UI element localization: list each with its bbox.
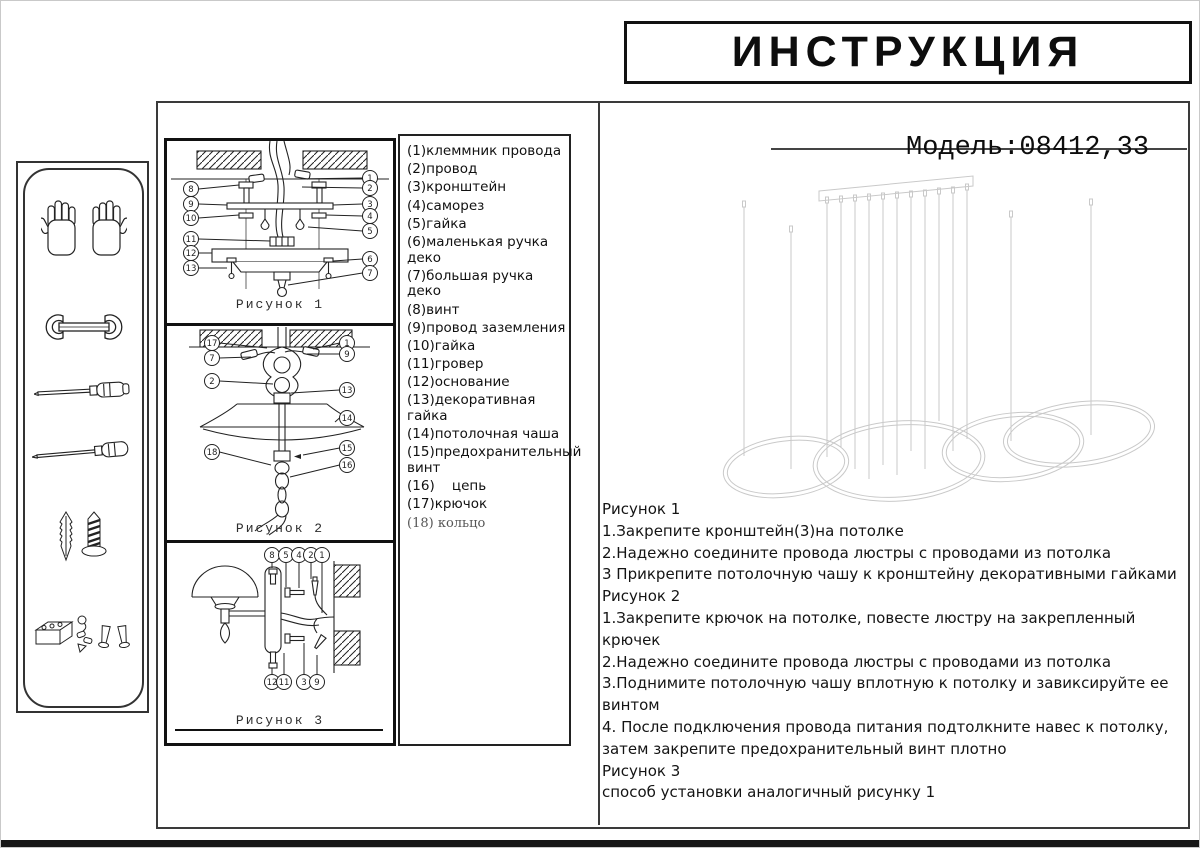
part-item: (13)декоративная гайка	[407, 392, 540, 425]
part-item: (3)кронштейн	[407, 179, 507, 196]
svg-text:17: 17	[206, 339, 218, 349]
part-item: (8)винт	[407, 301, 460, 318]
figure-3-drawing	[192, 561, 360, 673]
svg-text:12: 12	[266, 678, 278, 688]
instruction-line: 2.Надежно соедините провода люстры с проводами из потолка	[602, 543, 1112, 562]
instruction-line: Рисунок 3	[602, 761, 681, 780]
svg-text:11: 11	[278, 678, 290, 688]
svg-text:9: 9	[314, 678, 320, 688]
instruction-line: 3.Поднимите потолочную чашу вплотную к потолку и завиксируйте ее	[602, 674, 1169, 693]
column-divider-line	[598, 101, 600, 825]
wrench-icon	[37, 312, 131, 342]
svg-text:2: 2	[209, 377, 215, 387]
part-item: (4)саморез	[407, 197, 485, 214]
instruction-line: Рисунок 1	[602, 500, 681, 518]
instruction-line: 3 Прикрепите потолочную чашу к кронштейну декоративными гайками	[602, 565, 1177, 584]
terminal-block-and-fittings-icon	[32, 612, 136, 662]
part-item: (18) кольцо	[407, 515, 486, 531]
svg-text:3: 3	[301, 678, 307, 688]
instruction-line: 4. После подключения провода питания подтолкните навес к потолку,	[602, 717, 1169, 736]
part-item: (5)гайка	[407, 215, 467, 232]
tools-sidebar-frame	[23, 168, 144, 708]
instruction-line: затем закрепите предохранительный винт плотно	[602, 739, 1007, 758]
page-title: ИНСТРУКЦИЯ	[731, 28, 1085, 76]
svg-text:5: 5	[367, 227, 373, 237]
part-item: (17)крючок	[407, 496, 488, 513]
svg-text:13: 13	[185, 264, 197, 274]
svg-text:16: 16	[341, 461, 353, 471]
tools-sidebar	[16, 161, 149, 713]
part-item: (9)провод заземления	[407, 319, 566, 336]
svg-text:10: 10	[185, 214, 197, 224]
part-item: (11)гровер	[407, 356, 484, 373]
instruction-line: винтом	[602, 696, 660, 715]
svg-text:14: 14	[341, 414, 353, 424]
svg-text:1: 1	[344, 339, 350, 349]
part-item: (10)гайка	[407, 337, 476, 354]
svg-text:7: 7	[367, 269, 373, 279]
page-bottom-bar	[1, 840, 1200, 848]
instruction-line: способ установки аналогичный рисунку 1	[602, 783, 936, 802]
instruction-line: 1.Закрепите кронштейн(3)на потолке	[602, 521, 904, 540]
instruction-line: 2.Надежно соедините провода люстры с проводами из потолка	[602, 652, 1112, 671]
title-box	[624, 21, 1192, 84]
part-item: (14)потолочная чаша	[407, 426, 560, 443]
svg-text:2: 2	[308, 551, 314, 561]
svg-text:3: 3	[367, 200, 373, 210]
model-label: Модель:08412,33	[906, 133, 1150, 163]
part-item: (12)основание	[407, 374, 510, 391]
svg-text:15: 15	[341, 444, 353, 454]
figure-3-underline	[175, 729, 383, 731]
svg-text:1: 1	[367, 174, 373, 184]
svg-text:2: 2	[367, 184, 373, 194]
svg-text:9: 9	[188, 200, 194, 210]
figure-divider-1	[167, 323, 393, 326]
figure-divider-2	[167, 540, 393, 543]
wall-anchor-and-screw-icon	[54, 510, 114, 570]
svg-text:13: 13	[341, 386, 353, 396]
svg-text:18: 18	[206, 448, 218, 458]
svg-text:11: 11	[185, 235, 197, 245]
svg-text:8: 8	[188, 185, 194, 195]
part-item: (16) цепь	[407, 478, 487, 495]
svg-text:1: 1	[319, 551, 325, 561]
svg-text:7: 7	[209, 354, 215, 364]
part-item: (2)провод	[407, 161, 478, 178]
part-item: (1)клеммник провода	[407, 143, 562, 159]
svg-text:9: 9	[344, 350, 350, 360]
svg-text:5: 5	[283, 551, 289, 561]
chandelier-illustration	[671, 169, 1176, 504]
assembly-instructions	[602, 499, 1182, 804]
phillips-screwdriver-icon	[34, 378, 134, 406]
figure-2-diagram	[167, 327, 393, 540]
instruction-line: 1.Закрепите крючок на потолке, повесте люстру на закрепленный крючек	[602, 608, 1136, 649]
figure-1-diagram	[167, 141, 393, 323]
svg-text:12: 12	[185, 249, 197, 259]
svg-text:6: 6	[367, 255, 373, 265]
svg-text:8: 8	[269, 551, 275, 561]
svg-text:4: 4	[296, 551, 302, 561]
figure-2-label: Рисунок 2	[235, 521, 325, 536]
gloves-icon	[41, 198, 127, 260]
figures-panel	[164, 138, 396, 746]
figure-3-label: Рисунок 3	[235, 713, 325, 728]
part-item: (6)маленькая ручка деко	[407, 233, 553, 266]
suspension-cables	[743, 184, 1093, 479]
flat-screwdriver-icon	[32, 438, 136, 468]
figure-1-label: Рисунок 1	[235, 297, 325, 312]
part-item: (7)большая ручка деко	[407, 267, 538, 300]
part-item: (15)предохранительный винт	[407, 444, 586, 476]
svg-text:4: 4	[367, 212, 373, 222]
figure-1-drawing	[171, 141, 389, 297]
parts-list	[398, 134, 586, 746]
instruction-line: Рисунок 2	[602, 587, 681, 606]
